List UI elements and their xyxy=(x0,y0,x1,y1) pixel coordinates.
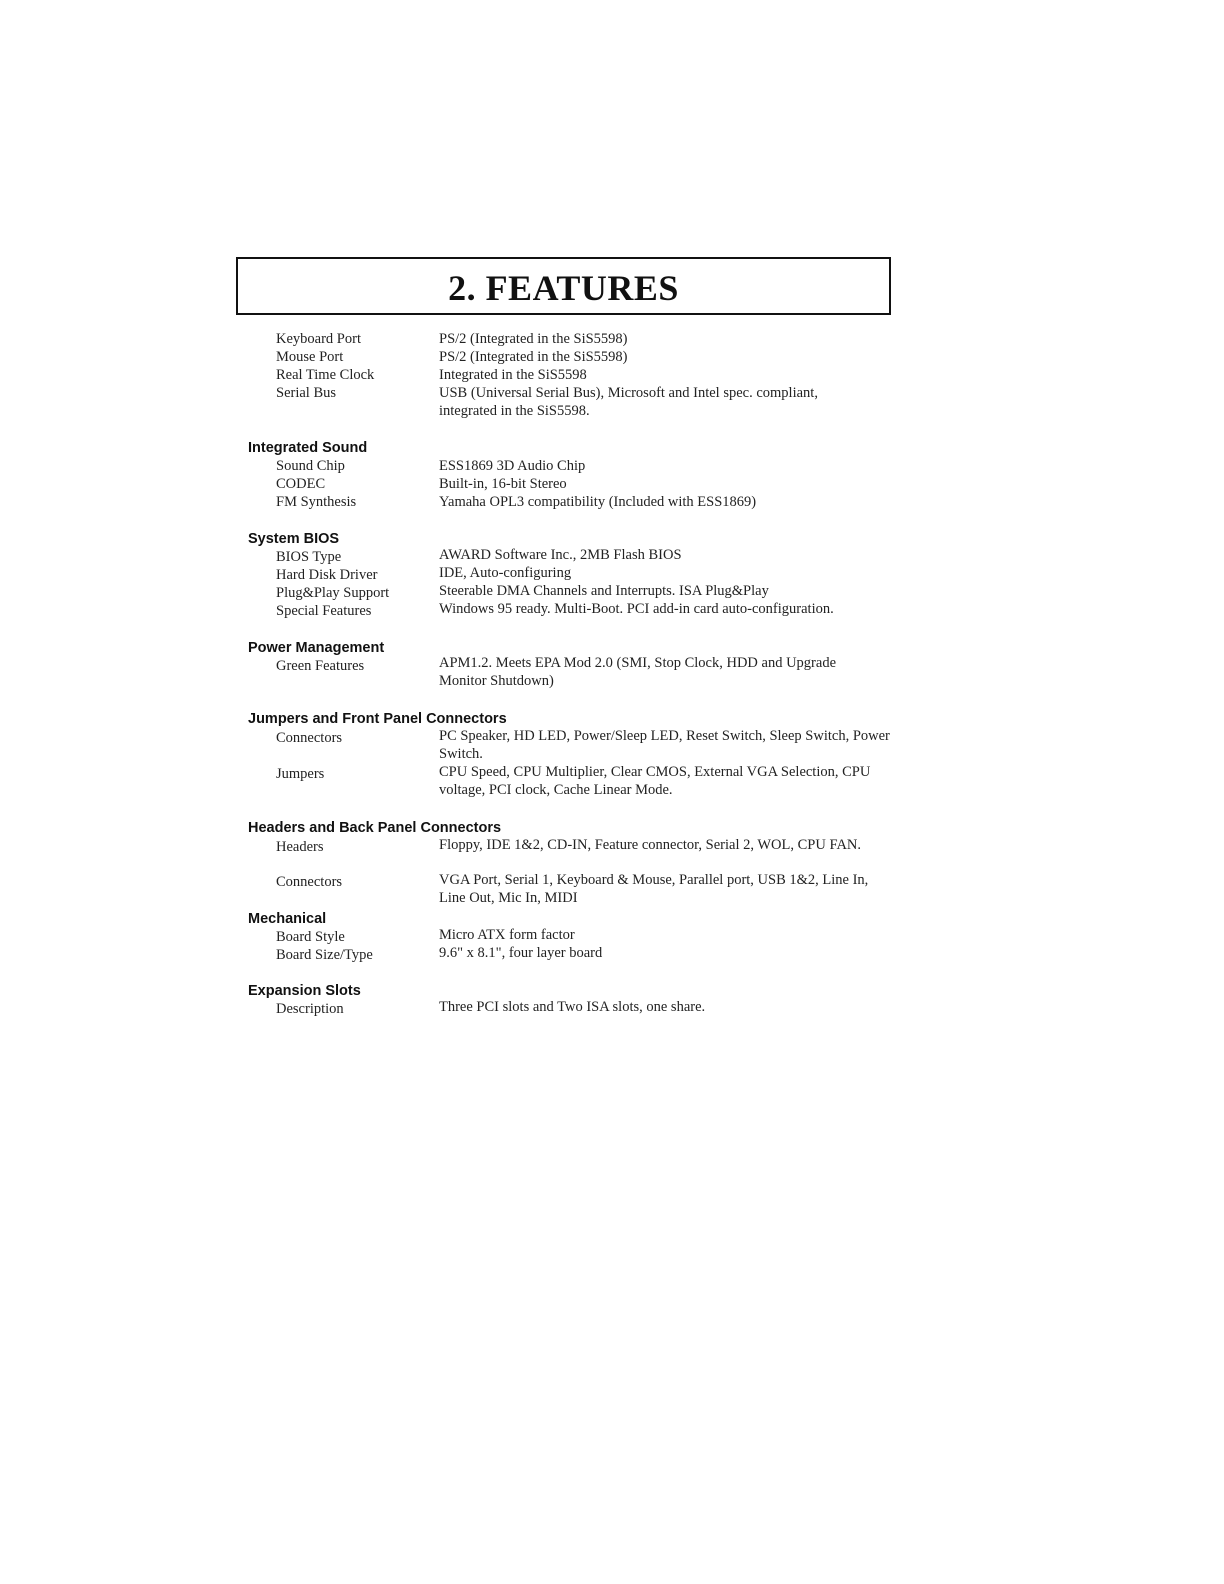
section-heading: Jumpers and Front Panel Connectors xyxy=(248,711,507,727)
spec-value: Built-in, 16-bit Stereo xyxy=(439,476,567,492)
spec-label: Special Features xyxy=(276,603,372,619)
section-heading: Headers and Back Panel Connectors xyxy=(248,820,502,836)
spec-value: PS/2 (Integrated in the SiS5598) xyxy=(439,331,628,347)
section-heading: Power Management xyxy=(248,640,385,656)
spec-value: Micro ATX form factor xyxy=(439,927,575,943)
spec-value: AWARD Software Inc., 2MB Flash BIOS xyxy=(439,547,682,563)
spec-label: BIOS Type xyxy=(276,549,342,565)
spec-value: Steerable DMA Channels and Interrupts. ISA Plug&Play xyxy=(439,583,769,599)
spec-label: Connectors xyxy=(276,730,343,746)
spec-label: Description xyxy=(276,1001,344,1017)
spec-label: Green Features xyxy=(276,658,365,674)
spec-value: PS/2 (Integrated in the SiS5598) xyxy=(439,349,628,365)
spec-label: FM Synthesis xyxy=(276,494,357,510)
spec-label: Serial Bus xyxy=(276,385,337,401)
spec-value: USB (Universal Serial Bus), Microsoft and Intel spec. compliant, integrated in the SiS5598. xyxy=(439,385,818,419)
spec-value: Windows 95 ready. Multi-Boot. PCI add-in card auto-configuration. xyxy=(439,601,834,617)
spec-label: Keyboard Port xyxy=(276,331,361,347)
spec-value: ESS1869 3D Audio Chip xyxy=(439,458,586,474)
spec-value: Yamaha OPL3 compatibility (Included with ESS1869) xyxy=(439,494,757,510)
section-heading: Mechanical xyxy=(248,911,327,927)
spec-label: Sound Chip xyxy=(276,458,345,474)
spec-label: Mouse Port xyxy=(276,349,344,365)
spec-value: PC Speaker, HD LED, Power/Sleep LED, Reset Switch, Sleep Switch, Power Switch. xyxy=(439,728,890,762)
spec-value: VGA Port, Serial 1, Keyboard & Mouse, Parallel port, USB 1&2, Line In, Line Out, Mic In, MIDI xyxy=(439,872,869,906)
spec-label: Jumpers xyxy=(276,766,325,782)
spec-label: CODEC xyxy=(276,476,326,492)
spec-label: Hard Disk Driver xyxy=(276,567,378,583)
section-heading: System BIOS xyxy=(248,531,340,547)
spec-value: IDE, Auto-configuring xyxy=(439,565,572,581)
section-heading: Integrated Sound xyxy=(248,440,368,456)
page-title: 2. FEATURES xyxy=(448,268,679,308)
spec-value: CPU Speed, CPU Multiplier, Clear CMOS, External VGA Selection, CPU voltage, PCI clock, Cache Linear Mode. xyxy=(439,764,871,798)
spec-value: APM1.2. Meets EPA Mod 2.0 (SMI, Stop Clock, HDD and Upgrade Monitor Shutdown) xyxy=(439,655,837,689)
spec-label: Headers xyxy=(276,839,324,855)
spec-value: Three PCI slots and Two ISA slots, one share. xyxy=(439,999,706,1015)
section-heading: Expansion Slots xyxy=(248,983,361,999)
spec-label: Plug&Play Support xyxy=(276,585,390,601)
spec-label: Real Time Clock xyxy=(276,367,375,383)
spec-value: Integrated in the SiS5598 xyxy=(439,367,587,383)
spec-label: Board Size/Type xyxy=(276,947,373,963)
spec-value: 9.6" x 8.1", four layer board xyxy=(439,945,603,961)
spec-value: Floppy, IDE 1&2, CD-IN, Feature connector, Serial 2, WOL, CPU FAN. xyxy=(439,837,862,853)
spec-label: Board Style xyxy=(276,929,345,945)
spec-label: Connectors xyxy=(276,874,343,890)
